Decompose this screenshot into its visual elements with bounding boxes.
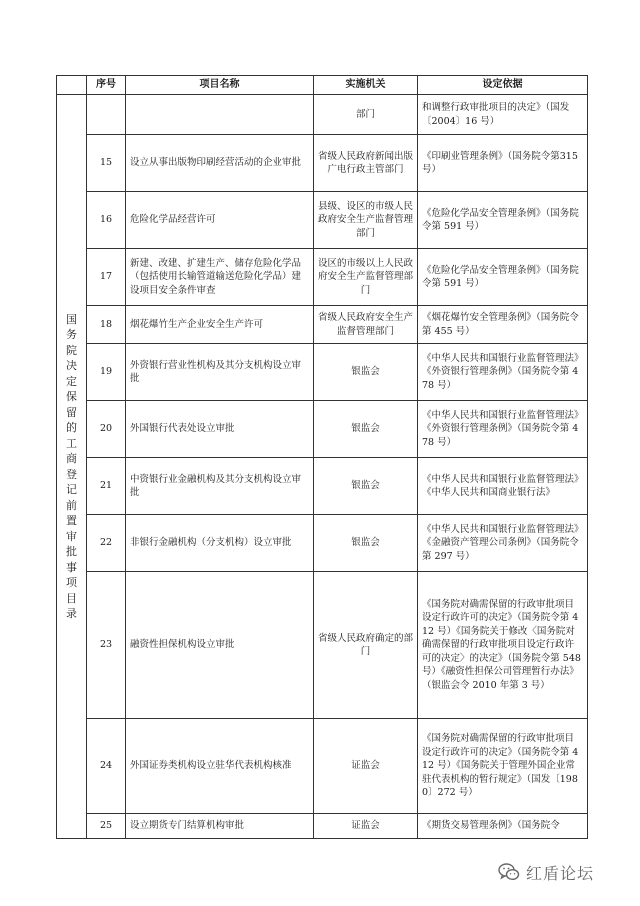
legal-basis: 《中华人民共和国银行业监督管理法》《金融资产管理公司条例》（国务院令第 297 号） xyxy=(418,515,588,572)
row-number: 17 xyxy=(87,249,126,306)
header-name: 项目名称 xyxy=(126,76,314,95)
item-name: 非银行金融机构（分支机构）设立审批 xyxy=(126,515,314,572)
legal-basis: 《中华人民共和国银行业监督管理法》《外资银行管理条例》（国务院令第 478 号） xyxy=(418,401,588,458)
table-row xyxy=(57,135,588,192)
item-name: 外国银行代表处设立审批 xyxy=(126,401,314,458)
item-name: 新建、改建、扩建生产、储存危险化学品（包括使用长输管道输送危险化学品）建设项目安全条件审查 xyxy=(126,249,314,306)
item-name xyxy=(126,95,314,135)
legal-basis: 《国务院对确需保留的行政审批项目设定行政许可的决定》（国务院令第 412 号）《国务院关于管理外国企业常驻代表机构的暂行规定》（国发〔1980〕272 号） xyxy=(418,719,588,814)
implementing-agency: 县级、设区的市级人民政府安全生产监督管理部门 xyxy=(314,192,418,249)
row-number: 25 xyxy=(87,814,126,839)
legal-basis: 《危险化学品安全管理条例》（国务院令第 591 号） xyxy=(418,249,588,306)
legal-basis: 《中华人民共和国银行业监督管理法》《中华人民共和国商业银行法》 xyxy=(418,458,588,515)
item-name: 外资银行营业性机构及其分支机构设立审批 xyxy=(126,344,314,401)
table-row xyxy=(57,572,588,719)
legal-basis: 《期货交易管理条例》（国务院令 xyxy=(418,814,588,839)
table-row xyxy=(57,458,588,515)
implementing-agency: 证监会 xyxy=(314,719,418,814)
row-number: 18 xyxy=(87,306,126,344)
item-name: 烟花爆竹生产企业安全生产许可 xyxy=(126,306,314,344)
implementing-agency: 银监会 xyxy=(314,344,418,401)
item-name: 设立从事出版物印刷经营活动的企业审批 xyxy=(126,135,314,192)
table-row xyxy=(57,515,588,572)
table-row xyxy=(57,192,588,249)
row-number: 16 xyxy=(87,192,126,249)
implementing-agency: 部门 xyxy=(314,95,418,135)
table-row xyxy=(57,95,588,135)
item-name: 危险化学品经营许可 xyxy=(126,192,314,249)
implementing-agency: 省级人民政府新闻出版广电行政主管部门 xyxy=(314,135,418,192)
watermark-text: 红盾论坛 xyxy=(526,863,595,883)
legal-basis: 《国务院对确需保留的行政审批项目设定行政许可的决定》（国务院令第 412 号）《国务院关于修改〈国务院对确需保留的行政审批项目设定行政许可的决定〉的决定》（国务院令第 548 号）《融资性担保公司管理暂行办法》（银监会令 2010 年第 3 号） xyxy=(418,572,588,719)
row-number: 20 xyxy=(87,401,126,458)
implementing-agency: 银监会 xyxy=(314,458,418,515)
category-label: 国务院决定保留的工商登记前置审批事项目录 xyxy=(66,312,77,620)
watermark xyxy=(497,858,637,886)
item-name: 中资银行业金融机构及其分支机构设立审批 xyxy=(126,458,314,515)
table-row xyxy=(57,401,588,458)
approval-items-table xyxy=(56,75,588,839)
row-number: 21 xyxy=(87,458,126,515)
legal-basis: 和调整行政审批项目的决定》（国发〔2004〕16 号） xyxy=(418,95,588,135)
category-cell xyxy=(57,95,87,839)
row-number: 22 xyxy=(87,515,126,572)
legal-basis: 《中华人民共和国银行业监督管理法》《外资银行管理条例》（国务院令第 478 号） xyxy=(418,344,588,401)
header-basis: 设定依据 xyxy=(418,76,588,95)
item-name: 融资性担保机构设立审批 xyxy=(126,572,314,719)
implementing-agency: 省级人民政府确定的部门 xyxy=(314,572,418,719)
row-number: 24 xyxy=(87,719,126,814)
table-row xyxy=(57,306,588,344)
implementing-agency: 银监会 xyxy=(314,515,418,572)
item-name: 设立期货专门结算机构审批 xyxy=(126,814,314,839)
legal-basis: 《危险化学品安全管理条例》（国务院令第 591 号） xyxy=(418,192,588,249)
header-no: 序号 xyxy=(87,76,126,95)
implementing-agency: 证监会 xyxy=(314,814,418,839)
table-header-row xyxy=(57,76,588,95)
legal-basis: 《烟花爆竹安全管理条例》（国务院令第 455 号） xyxy=(418,306,588,344)
legal-basis: 《印刷业管理条例》（国务院令第315 号） xyxy=(418,135,588,192)
implementing-agency: 银监会 xyxy=(314,401,418,458)
table-row xyxy=(57,249,588,306)
row-number xyxy=(87,95,126,135)
table-row xyxy=(57,814,588,839)
row-number: 19 xyxy=(87,344,126,401)
item-name: 外国证券类机构设立驻华代表机构核准 xyxy=(126,719,314,814)
wechat-icon xyxy=(497,860,521,884)
row-number: 15 xyxy=(87,135,126,192)
row-number: 23 xyxy=(87,572,126,719)
table-row xyxy=(57,719,588,814)
table-row xyxy=(57,344,588,401)
header-org: 实施机关 xyxy=(314,76,418,95)
implementing-agency: 省级人民政府安全生产监督管理部门 xyxy=(314,306,418,344)
header-category xyxy=(57,76,87,95)
implementing-agency: 设区的市级以上人民政府安全生产监督管理部门 xyxy=(314,249,418,306)
